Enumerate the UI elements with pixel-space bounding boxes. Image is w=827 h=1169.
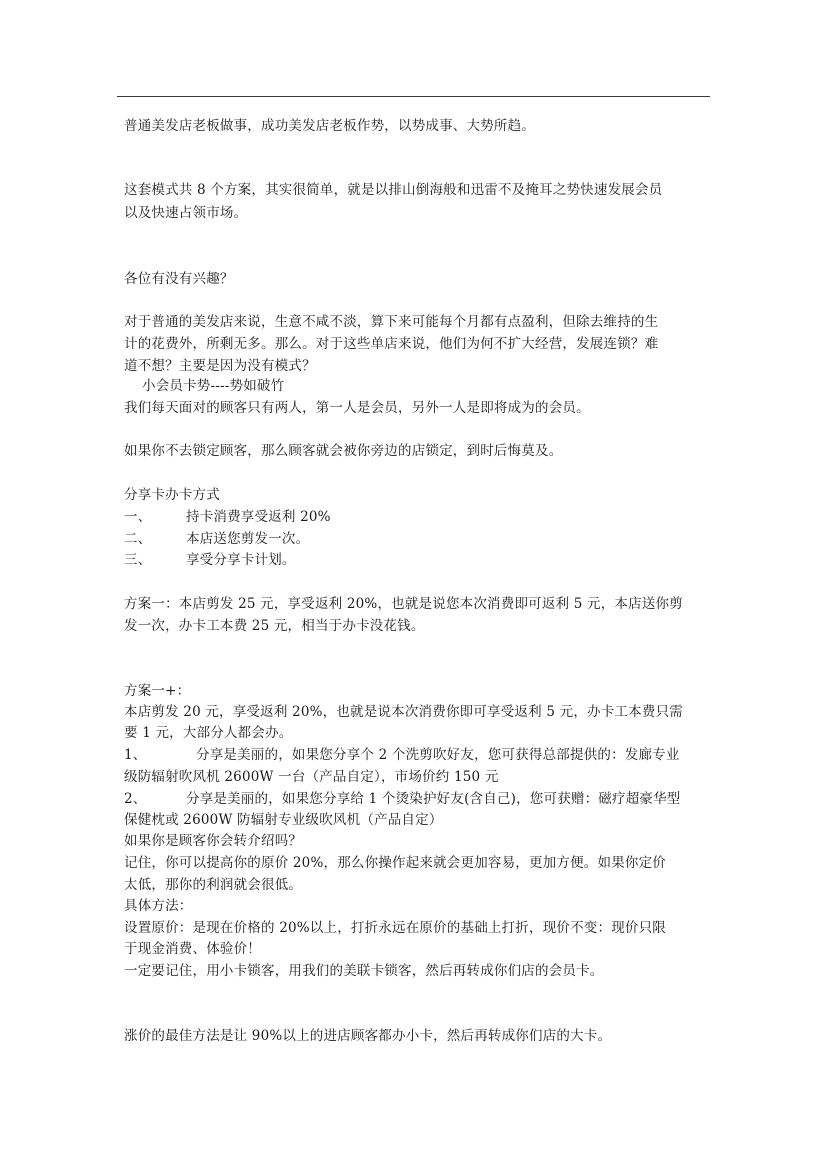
paragraph-line: 方案一：本店剪发 25 元，享受返利 20%，也就是说您本次消费即可返利 5 元，本店送你剪 bbox=[124, 596, 683, 612]
paragraph-line: 记住，你可以提高你的原价 20%，那么你操作起来就会更加容易，更加方便。如果你定价 bbox=[124, 855, 666, 871]
paragraph-line: 于现金消费、体验价！ bbox=[124, 941, 261, 957]
list-item bbox=[124, 507, 724, 527]
paragraph-line: 一定要记住，用小卡锁客，用我们的美联卡锁客，然后再转成你们店的会员卡。 bbox=[124, 963, 604, 979]
paragraph-line: 道不想？主要是因为没有模式？ bbox=[124, 358, 316, 374]
section-heading: 具体方法： bbox=[124, 898, 193, 914]
paragraph-line: 我们每天面对的顾客只有两人，第一人是会员，另外一人是即将成为的会员。 bbox=[124, 400, 590, 416]
paragraph-line: 普通美发店老板做事，成功美发店老板作势，以势成事、大势所趋。 bbox=[124, 118, 535, 134]
list-item bbox=[124, 529, 724, 549]
paragraph-line: 计的花费外，所剩无多。那么。对于这些单店来说，他们为何不扩大经营，发展连锁？难 bbox=[124, 336, 659, 352]
list-text: 分享是美丽的，如果您分享给 1 个烫染护好友(含自己)，您可获赠：磁疗超豪华型 bbox=[186, 791, 681, 807]
list-number: 2、 bbox=[124, 791, 147, 807]
paragraph-line: 如果你不去锁定顾客，那么顾客就会被你旁边的店锁定，到时后悔莫及。 bbox=[124, 443, 563, 459]
list-text: 分享是美丽的，如果您分享个 2 个洗剪吹好友，您可获得总部提供的：发廊专业 bbox=[196, 747, 680, 763]
list-number: 三、 bbox=[124, 552, 152, 568]
list-item bbox=[124, 789, 724, 809]
paragraph-line: 要 1 元，大部分人都会办。 bbox=[124, 725, 293, 741]
list-text: 本店送您剪发一次。 bbox=[186, 531, 310, 547]
paragraph-line: 太低，那你的利润就会很低。 bbox=[124, 877, 303, 893]
paragraph-line: 设置原价：是现在价格的 20%以上，打折永远在原价的基础上打折，现价不变：现价只限 bbox=[124, 920, 666, 936]
paragraph-line: 各位有没有兴趣？ bbox=[124, 271, 234, 287]
paragraph-line: 以及快速占领市场。 bbox=[124, 205, 248, 221]
list-item bbox=[124, 550, 724, 570]
paragraph-line: 发一次，办卡工本费 25 元，相当于办卡没花钱。 bbox=[124, 618, 425, 634]
paragraph-line: 对于普通的美发店来说，生意不咸不淡，算下来可能每个月都有点盈利，但除去维持的生 bbox=[124, 314, 659, 330]
list-text: 享受分享卡计划。 bbox=[186, 552, 296, 568]
section-heading: 分享卡办卡方式 bbox=[124, 487, 220, 503]
section-heading: 小会员卡势----势如破竹 bbox=[142, 378, 285, 394]
paragraph-line: 级防辐射吹风机 2600W 一台（产品自定），市场价约 150 元 bbox=[124, 769, 499, 785]
list-number: 1、 bbox=[124, 747, 147, 763]
paragraph-line: 保健枕或 2600W 防辐射专业级吹风机（产品自定） bbox=[124, 812, 443, 828]
paragraph-line: 这套模式共 8 个方案，其实很简单，就是以排山倒海般和迅雷不及掩耳之势快速发展会员 bbox=[124, 182, 663, 198]
list-item bbox=[124, 745, 724, 765]
paragraph-line: 如果你是顾客你会转介绍吗？ bbox=[124, 833, 303, 849]
header-rule bbox=[117, 96, 710, 97]
section-heading: 方案一+： bbox=[124, 683, 191, 699]
list-text: 持卡消费享受返利 20% bbox=[186, 509, 331, 525]
list-number: 二、 bbox=[124, 531, 152, 547]
list-number: 一、 bbox=[124, 509, 152, 525]
paragraph-line: 本店剪发 20 元，享受返利 20%，也就是说本次消费你即可享受返利 5 元，办卡工本费只需 bbox=[124, 704, 683, 720]
paragraph-line: 涨价的最佳方法是让 90%以上的进店顾客都办小卡，然后再转成你们店的大卡。 bbox=[124, 1028, 612, 1044]
